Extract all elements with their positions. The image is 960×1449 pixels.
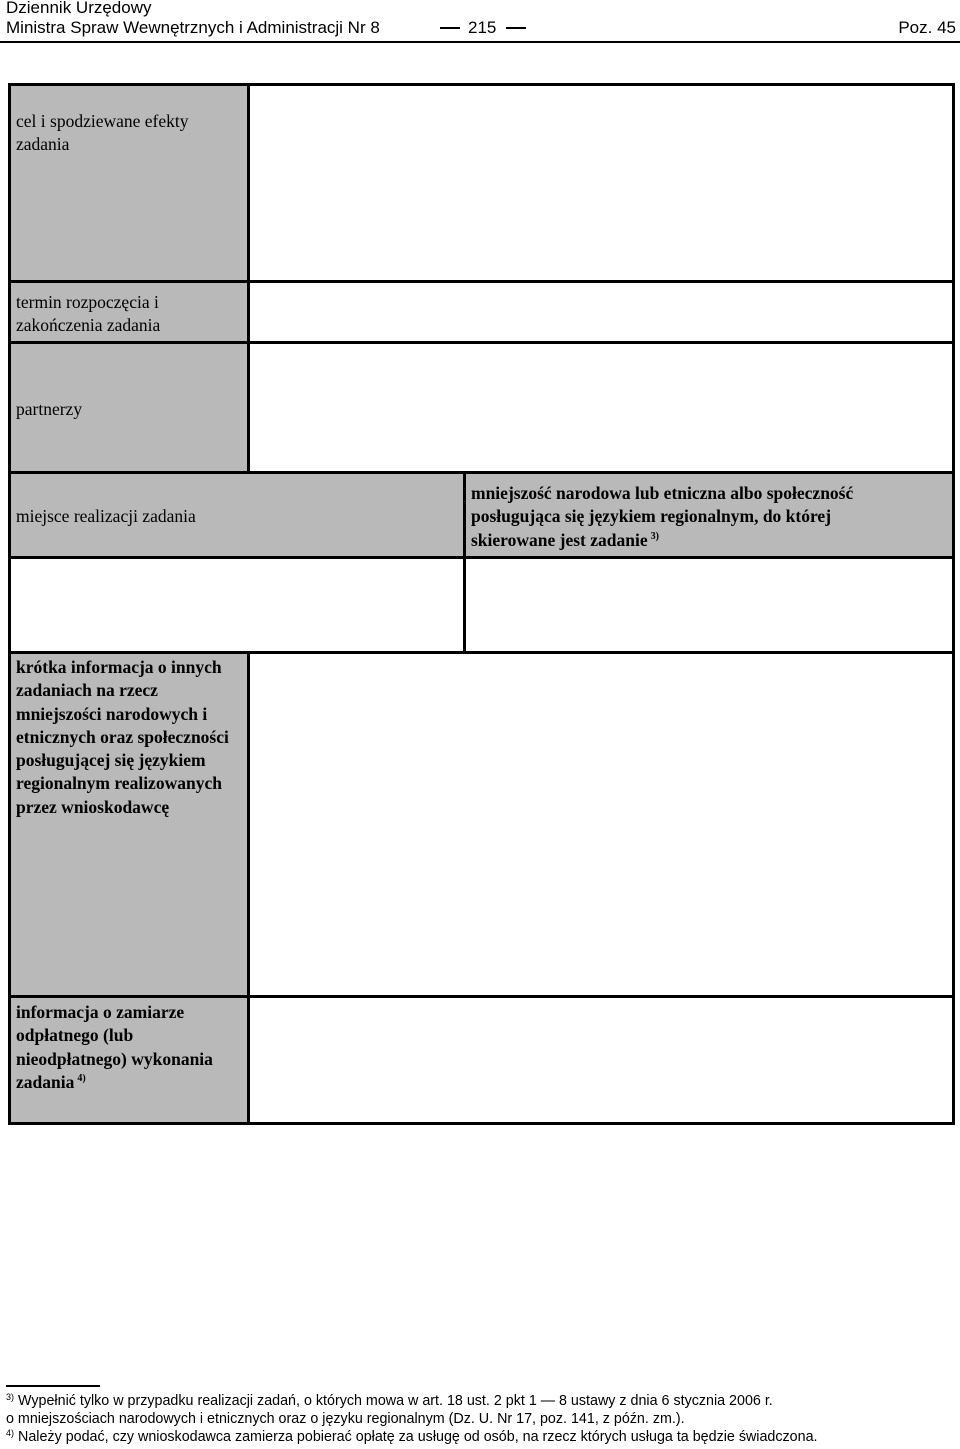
footnote-marker-4: 4) <box>6 1428 15 1438</box>
other-tasks-field[interactable] <box>247 651 955 998</box>
footnote-3-line1: Wypełnić tylko w przypadku realizacji zadań, o których mowa w art. 18 ust. 2 pkt 1 — 8 ustawy z dnia 6 stycznia 2006 r. <box>18 1393 773 1409</box>
footnote-marker-3: 3) <box>6 1392 15 1402</box>
issuer-line: Ministra Spraw Wewnętrznych i Administracji Nr 8 <box>6 18 380 37</box>
page-number-dash-left <box>440 27 460 29</box>
period-field[interactable] <box>247 280 955 344</box>
period-label: termin rozpoczęcia i zakończenia zadania <box>16 292 161 336</box>
footnote-4 <box>6 1429 818 1447</box>
journal-title: Dziennik Urzędowy <box>6 0 152 17</box>
position-number: Poz. 45 <box>898 18 956 37</box>
page-number-dash-right <box>506 27 526 29</box>
goal-label: cel i spodziewane efekty zadania <box>16 111 189 155</box>
minority-field[interactable] <box>463 556 955 654</box>
period-label-cell <box>8 280 250 344</box>
partners-field[interactable] <box>247 341 955 474</box>
other-tasks-label: krótka informacja o innych zadaniach na rzecz mniejszości narodowych i etnicznych oraz społeczności posługującej się językiem regionalnym realizowanych przez wnioskodawcę <box>16 657 229 817</box>
other-tasks-label-cell <box>8 651 250 998</box>
location-label-cell <box>8 471 466 559</box>
partners-label-cell <box>8 341 250 474</box>
payment-label-cell <box>8 995 250 1125</box>
footnote-3 <box>6 1393 773 1411</box>
footnote-ref-3: 3) <box>650 530 659 542</box>
footnote-3-line2: o mniejszościach narodowych i etnicznych oraz o języku regionalnym (Dz. U. Nr 17, poz. 141, z późn. zm.). <box>6 1411 685 1427</box>
footnote-ref-4: 4) <box>77 1072 86 1084</box>
goal-field[interactable] <box>247 83 955 283</box>
location-label: miejsce realizacji zadania <box>16 506 196 526</box>
minority-label-cell <box>463 471 955 559</box>
footnote-4-line1: Należy podać, czy wnioskodawca zamierza pobierać opłatę za usługę od osób, na rzecz których usługa ta będzie świadczona. <box>18 1429 818 1445</box>
payment-label-text: informacja o zamiarze odpłatnego (lub nieodpłatnego) wykonania zadania <box>16 1002 213 1092</box>
header-rule <box>0 41 960 43</box>
location-field[interactable] <box>8 556 466 654</box>
payment-label <box>16 1001 216 1094</box>
footnote-rule <box>6 1385 100 1387</box>
partners-label: partnerzy <box>16 399 83 419</box>
page-number: 215 <box>468 18 497 37</box>
goal-label-cell <box>8 83 250 283</box>
minority-label <box>471 482 911 552</box>
payment-field[interactable] <box>247 995 955 1125</box>
minority-label-text: mniejszość narodowa lub etniczna albo społeczność posługująca się językiem regionalnym, do której skierowane jest zadanie <box>471 483 854 550</box>
